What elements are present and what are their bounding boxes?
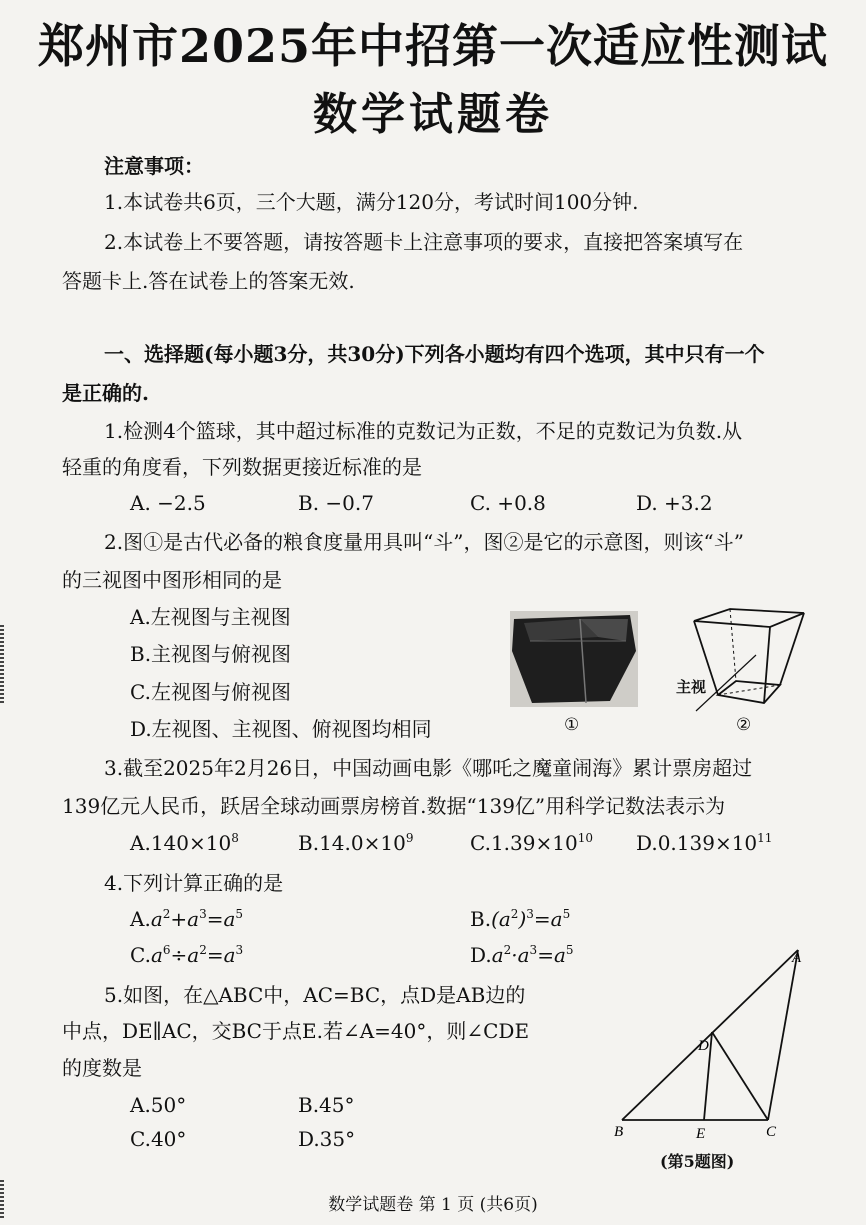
option-c: C.40° (130, 1127, 187, 1151)
notice-item: 2.本试卷上不要答题，请按答题卡上注意事项的要求，直接把答案填写在 (104, 230, 744, 254)
option-c: $C.a^6\div a^2=a^3$ (130, 943, 244, 967)
dou-photo (510, 611, 638, 707)
option-c: C. +0.8 (470, 491, 546, 515)
point-b-label: B (614, 1124, 624, 1140)
option-d: $D.a^2\cdot a^3=a^5$ (470, 943, 574, 967)
notice-item: 1.本试卷共6页，三个大题，满分120分，考试时间100分钟. (104, 190, 639, 214)
option-b: B. −0.7 (298, 491, 374, 515)
question-stem: 5.如图，在△ABC中，AC=BC，点D是AB边的 (104, 983, 526, 1007)
option-b: $B.14.0\times 10^9$ (298, 831, 414, 855)
scan-edge-mark (0, 625, 4, 705)
option-a: $A.140\times 10^8$ (130, 831, 239, 855)
question-stem: 4.下列计算正确的是 (104, 871, 284, 895)
question-stem: 中点，DE∥AC，交BC于点E.若∠A=40°，则∠CDE (62, 1019, 530, 1043)
question-stem: 的度数是 (62, 1056, 142, 1080)
option-c: $C.1.39\times 10^{10}$ (470, 831, 593, 855)
option-c: C.左视图与俯视图 (130, 680, 291, 704)
question-stem: 的三视图中图形相同的是 (62, 568, 282, 592)
question-stem: 139亿元人民币，跃居全球动画票房榜首.数据“139亿”用科学记数法表示为 (62, 794, 726, 818)
point-d-label: D (698, 1038, 709, 1054)
option-a: A. −2.5 (130, 491, 206, 515)
option-b: $B.(a^2)^3=a^5$ (470, 907, 571, 931)
question-stem: 轻重的角度看，下列数据更接近标准的是 (62, 455, 422, 479)
point-c-label: C (766, 1124, 777, 1140)
notice-item: 答题卡上.答在试卷上的答案无效. (62, 269, 355, 293)
section-heading: 一、选择题(每小题3分，共30分)下列各小题均有四个选项，其中只有一个 (104, 342, 765, 366)
dou-schematic (672, 603, 812, 715)
option-b: B.45° (298, 1093, 355, 1117)
page-subtitle: 数学试题卷 (313, 89, 553, 140)
notice-heading: 注意事项： (104, 154, 204, 178)
point-a-label: A (792, 950, 802, 966)
question-stem: 1.检测4个篮球，其中超过标准的克数记为正数，不足的克数记为负数.从 (104, 419, 743, 443)
section-heading: 是正确的. (62, 381, 149, 405)
point-e-label: E (696, 1126, 706, 1140)
option-a: A.50° (130, 1093, 187, 1117)
option-d: D.左视图、主视图、俯视图均相同 (130, 717, 432, 741)
option-b: B.主视图与俯视图 (130, 642, 292, 666)
option-d: $D.0.139\times 10^{11}$ (636, 831, 773, 855)
fig1-label: ① (564, 715, 580, 735)
page-title: 郑州市2025年中招第一次适应性测试 (37, 19, 829, 73)
fig2-view-label: 主视 (676, 678, 707, 696)
option-d: D.35° (298, 1127, 356, 1151)
triangle-figure (612, 944, 812, 1140)
question-stem: 2.图①是古代必备的粮食度量用具叫“斗”，图②是它的示意图，则该“斗” (104, 530, 744, 554)
figure-caption: (第5题图) (660, 1152, 735, 1171)
option-a: $A.a^2+a^3=a^5$ (130, 907, 244, 931)
question-stem: 3.截至2025年2月26日，中国动画电影《哪吒之魔童闹海》累计票房超过 (104, 756, 753, 780)
page-footer: 数学试题卷 第 1 页 (共6页) (328, 1195, 538, 1215)
option-a: A.左视图与主视图 (130, 605, 291, 629)
fig2-label: ② (736, 715, 752, 735)
option-d: D. +3.2 (636, 491, 713, 515)
